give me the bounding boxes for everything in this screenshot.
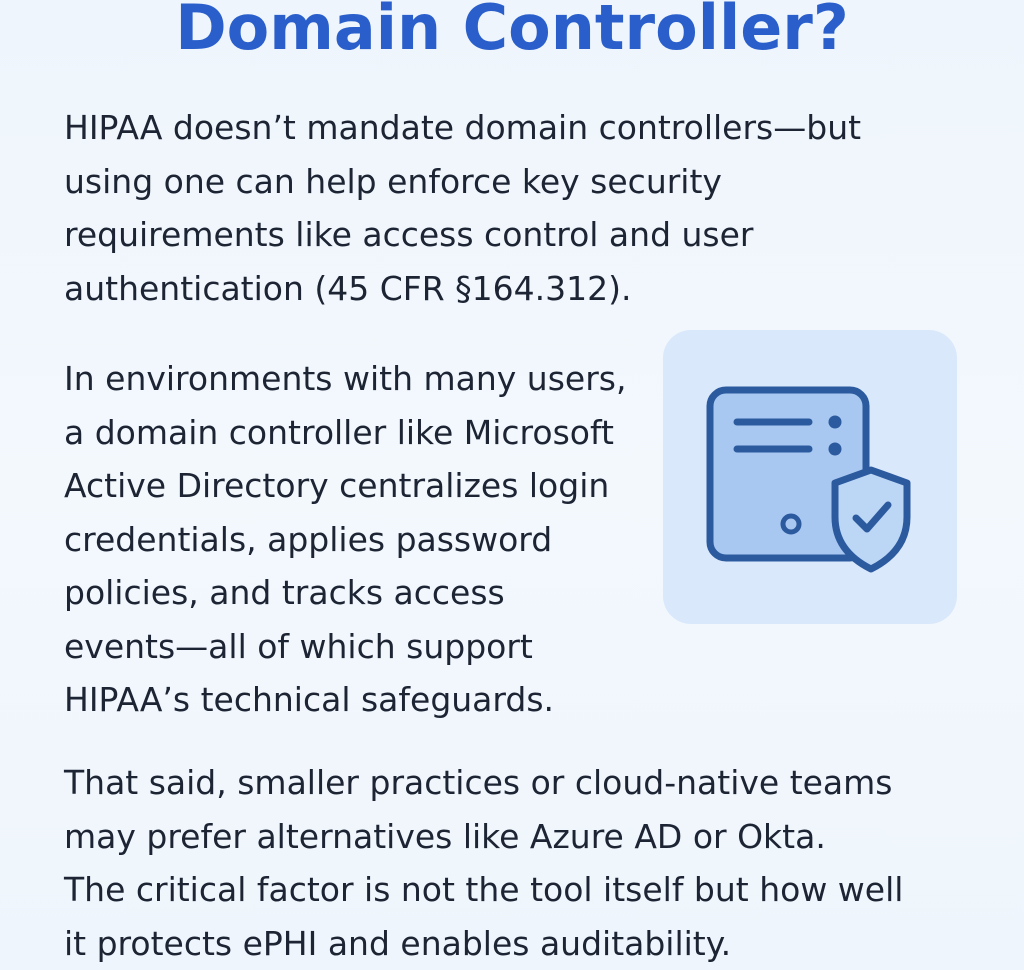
paragraph-line: The critical factor is not the tool itself but how well xyxy=(64,870,904,909)
paragraph-line: That said, smaller practices or cloud-native teams xyxy=(64,763,893,802)
paragraph-line: it protects ePHI and enables auditability. xyxy=(64,923,732,963)
paragraph-line: using one can help enforce key security xyxy=(64,161,722,201)
intro-paragraph xyxy=(64,101,964,315)
paragraph-line: HIPAA’s technical safeguards. xyxy=(64,680,555,719)
alternatives-paragraph xyxy=(64,756,1004,970)
page-title: Domain Controller? xyxy=(175,0,849,64)
paragraph-line: In environments with many users, xyxy=(64,359,627,398)
paragraph-line: credentials, applies password xyxy=(64,519,553,559)
paragraph-line: requirements like access control and user xyxy=(64,215,754,254)
paragraph-line: Active Directory centralizes login xyxy=(64,466,610,505)
environment-paragraph xyxy=(64,352,664,727)
server-shield-check-icon xyxy=(663,330,957,624)
paragraph-line: authentication (45 CFR §164.312). xyxy=(64,268,632,308)
paragraph-line: HIPAA doesn’t mandate domain controllers—but xyxy=(64,108,862,147)
paragraph-line: events—all of which support xyxy=(64,626,533,666)
paragraph-line: a domain controller like Microsoft xyxy=(64,412,614,452)
paragraph-line: policies, and tracks access xyxy=(64,573,505,612)
server-security-illustration xyxy=(663,330,957,624)
paragraph-line: may prefer alternatives like Azure AD or Okta. xyxy=(64,816,826,856)
